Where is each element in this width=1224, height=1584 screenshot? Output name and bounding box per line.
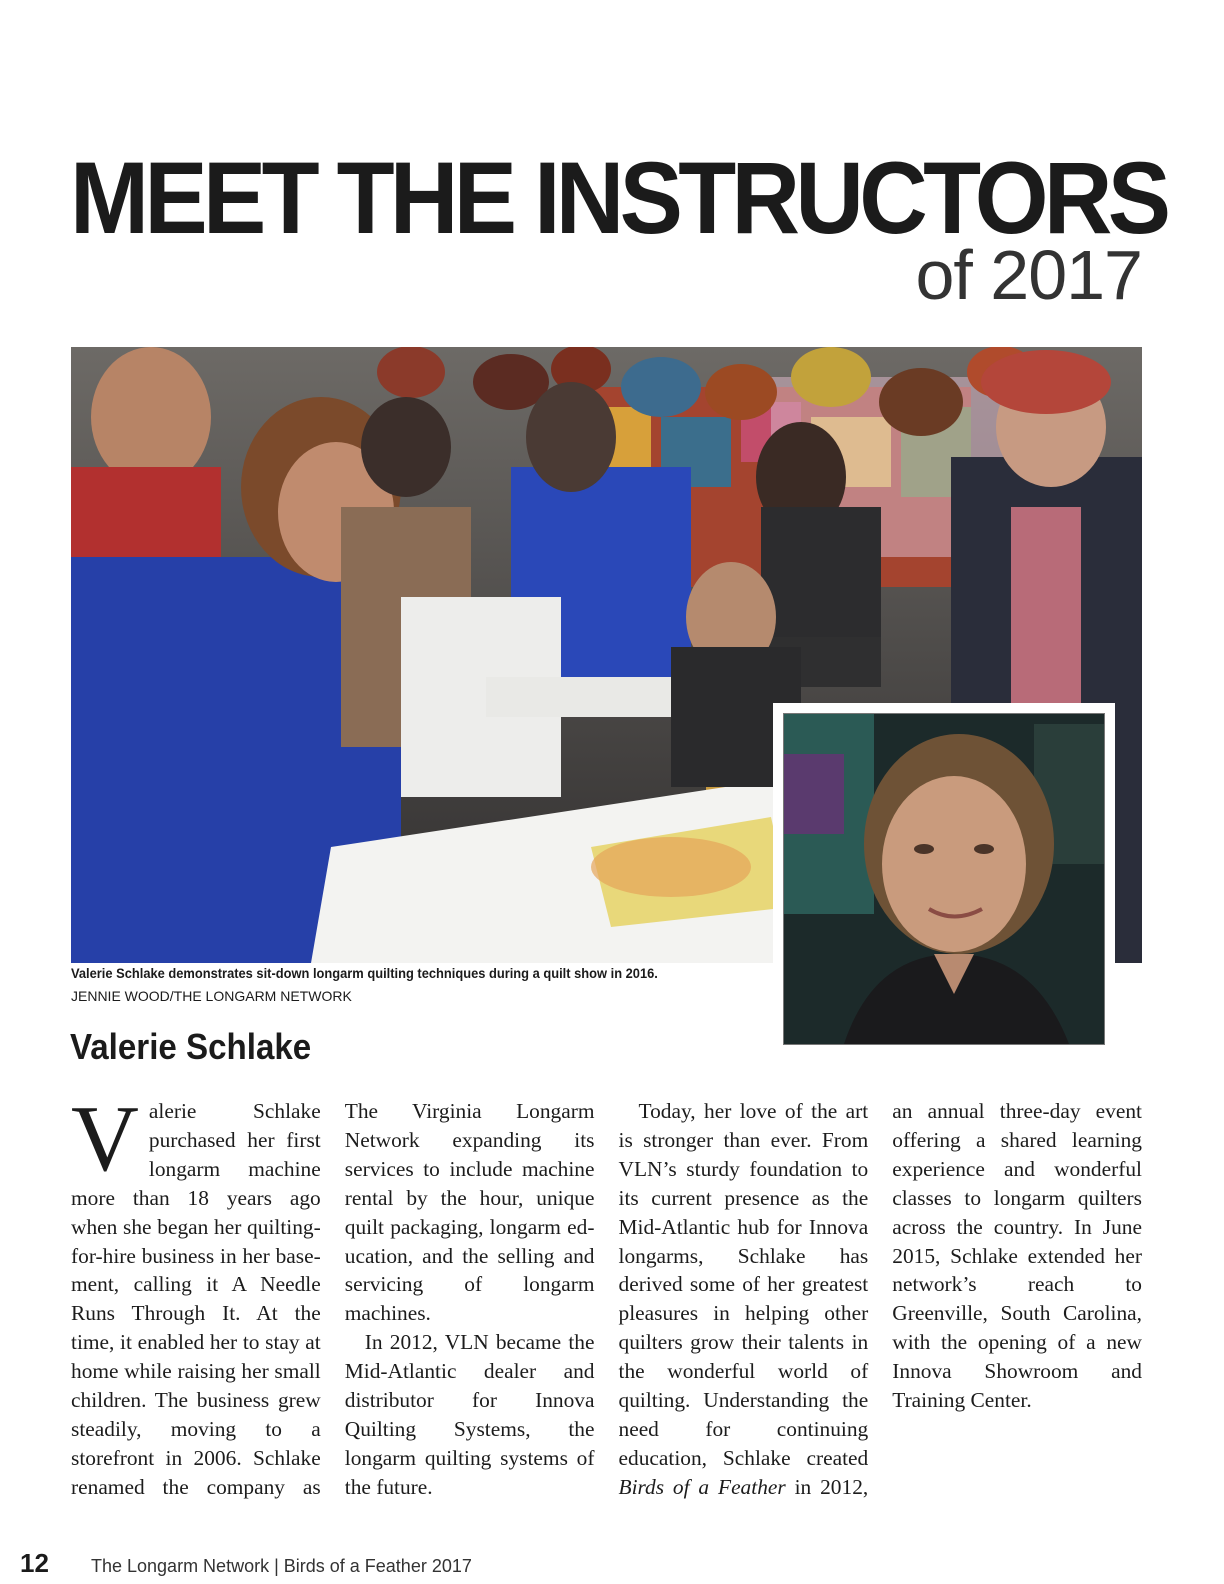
- page-title: MEET THE INSTRUCTORS: [70, 141, 1167, 255]
- article-heading: Valerie Schlake: [70, 1026, 312, 1067]
- event-title: Birds of a Feather: [618, 1474, 786, 1499]
- inset-portrait-photo: [773, 703, 1115, 1055]
- running-footer: The Longarm Network | Birds of a Feather 2017: [91, 1556, 472, 1576]
- article-paragraph: Today, her love of the art is stronger than ever. From VLN’s sturdy foundation to its current presence as the Mid-Atlantic hub for Innova longarms, Schlake has derived some of her greatest pleasures in helping other quilters grow their talents in the wonderful world of quilting. Understanding the need for continuing education, Schlake created Birds of a Feather in 2012, an annual three-day event offering a shared learning experience and wonderful classes to longarm quilters across the country. In June 2015, Schlake extended her network’s reach to Greenville, South Carolina, with the opening of a new Innova Showroom and Training Center.: [618, 1099, 1142, 1499]
- photo-caption: Valerie Schlake demonstrates sit-down longarm quilting techniques during a quilt show in 2016.: [71, 965, 658, 981]
- article-paragraph: Valerie Schlake purchased her first longarm machine more than 18 years ago when she began her quilting-for-hire business in her basement, calling it A Needle Runs Through It. At the time, it enabled her to stay at home while raising her small children. The business grew steadily, moving to a storefront in 2006. Schlake renamed the company as The Virginia Longarm Network expanding its services to include machine rental by the hour, unique quilt packaging, longarm education, and the selling and servicing of longarm machines.: [71, 1087, 595, 1499]
- drop-cap: V: [71, 1087, 139, 1191]
- page-subtitle: of 2017: [915, 236, 1142, 314]
- article-body: [71, 1087, 1142, 1507]
- article-paragraph: In 2012, VLN became the Mid-Atlantic dealer and distributor for Innova Quilting Systems, the longarm quilting systems of the future.: [344, 1330, 595, 1499]
- photo-credit: JENNIE WOOD/THE LONGARM NETWORK: [71, 988, 352, 1004]
- page-number: 12: [20, 1548, 49, 1578]
